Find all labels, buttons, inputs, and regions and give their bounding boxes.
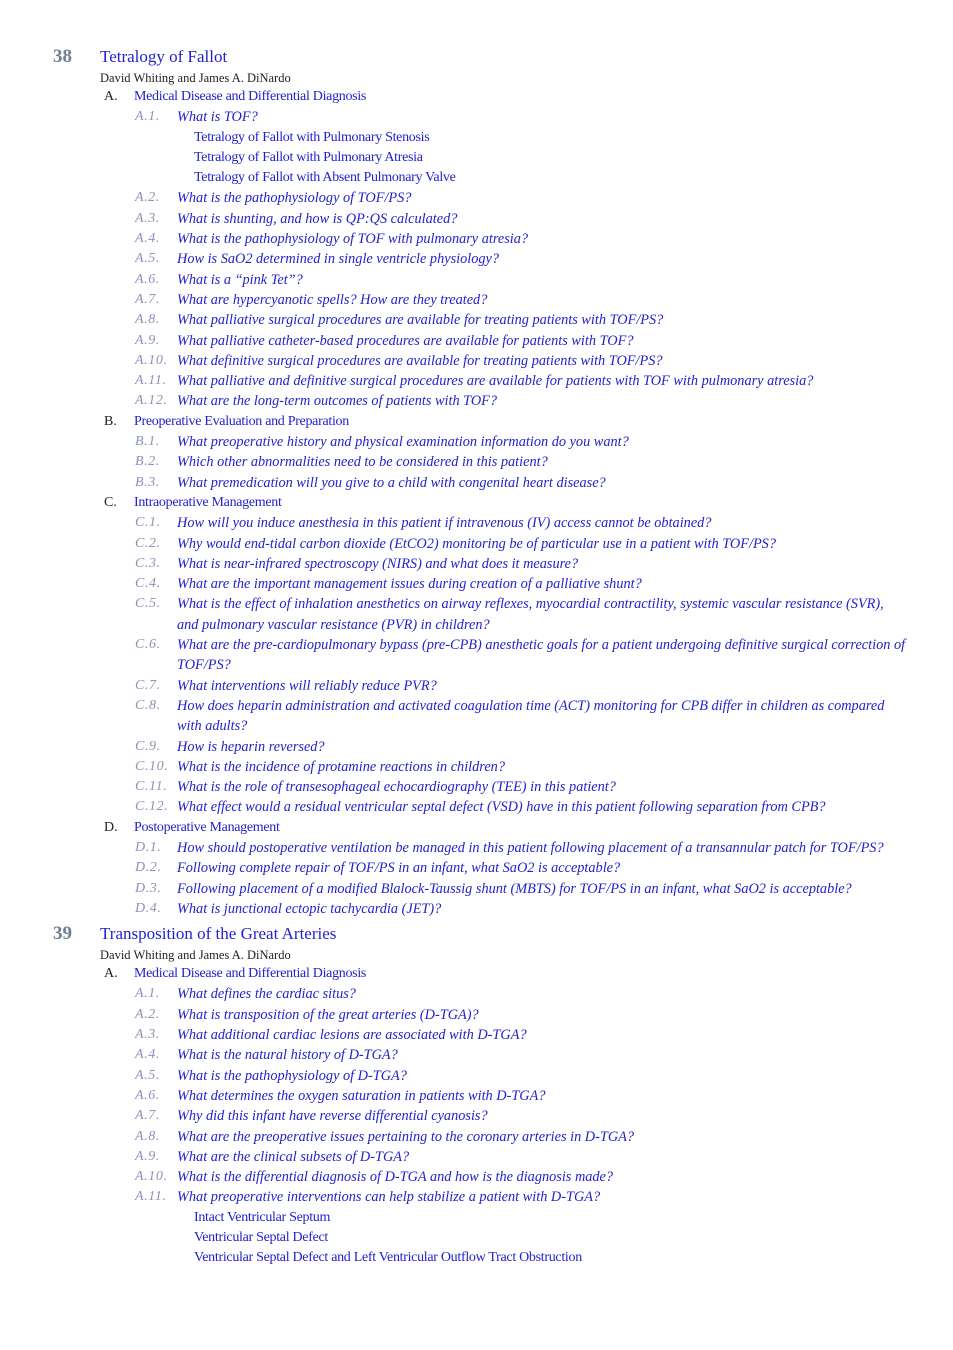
chapter-title-link[interactable]: Transposition of the Great Arteries xyxy=(100,924,337,944)
subtopic-link[interactable]: Ventricular Septal Defect and Left Ventricular Outflow Tract Obstruction xyxy=(194,1250,582,1266)
question-entry xyxy=(0,797,953,817)
question-entry xyxy=(0,310,953,330)
question-entry xyxy=(0,290,953,310)
question-number: A.1. xyxy=(135,986,160,1002)
question-entry xyxy=(0,188,953,208)
question-number: C.7. xyxy=(135,677,161,693)
question-entry xyxy=(0,1066,953,1086)
question-entry xyxy=(0,838,953,858)
question-number: A.10. xyxy=(135,352,168,368)
question-entry xyxy=(0,594,953,635)
question-entry xyxy=(0,858,953,878)
question-link[interactable]: What is the effect of inhalation anesthetics on airway reflexes, myocardial contractility, systemic vascular resistance (SVR), and pulmonary vascular resistance (PVR) in children? xyxy=(177,596,884,633)
question-entry xyxy=(0,432,953,452)
question-number: C.12. xyxy=(135,799,169,815)
section-letter: C. xyxy=(104,494,117,510)
question-number: A.4. xyxy=(135,1047,160,1063)
question-link[interactable]: How will you induce anesthesia in this patient if intravenous (IV) access cannot be obtained? xyxy=(177,515,712,532)
chapter-authors: David Whiting and James A. DiNardo xyxy=(100,71,291,85)
question-number: B.2. xyxy=(135,454,160,470)
question-link[interactable]: Following placement of a modified Blalock-Taussig shunt (MBTS) for TOF/PS in an infant, what SaO2 is acceptable? xyxy=(177,880,852,897)
question-link[interactable]: What is junctional ectopic tachycardia (JET)? xyxy=(177,900,442,917)
question-number: C.8. xyxy=(135,697,161,713)
question-link[interactable]: What determines the oxygen saturation in patients with D-TGA? xyxy=(177,1087,546,1104)
question-link[interactable]: What is the role of transesophageal echocardiography (TEE) in this patient? xyxy=(177,779,616,796)
subtopic-link[interactable]: Tetralogy of Fallot with Pulmonary Stenosis xyxy=(194,129,430,145)
chapter-entry xyxy=(0,45,953,919)
question-entry xyxy=(0,270,953,290)
question-link[interactable]: Following complete repair of TOF/PS in an infant, what SaO2 is acceptable? xyxy=(177,860,621,877)
question-link[interactable]: Why did this infant have reverse differential cyanosis? xyxy=(177,1108,488,1125)
question-entry xyxy=(0,676,953,696)
section-heading xyxy=(0,964,953,984)
question-entry xyxy=(0,635,953,676)
question-number: B.3. xyxy=(135,474,160,490)
section-heading xyxy=(0,87,953,107)
question-link[interactable]: What are the preoperative issues pertaining to the coronary arteries in D-TGA? xyxy=(177,1128,635,1145)
section-letter: A. xyxy=(104,89,118,104)
question-number: A.3. xyxy=(135,210,160,226)
question-number: C.1. xyxy=(135,515,161,531)
question-link[interactable]: What is the pathophysiology of TOF with pulmonary atresia? xyxy=(177,231,529,248)
question-number: C.5. xyxy=(135,596,161,612)
question-link[interactable]: What palliative and definitive surgical procedures are available for patients with TOF with pulmonary atresia? xyxy=(177,373,814,390)
question-link[interactable]: How is heparin reversed? xyxy=(177,738,325,755)
question-number: A.7. xyxy=(135,291,160,307)
question-entry xyxy=(0,984,953,1004)
chapter-number: 38 xyxy=(53,46,72,67)
question-number: D.4. xyxy=(135,900,162,916)
question-link[interactable]: What palliative catheter-based procedures are available for patients with TOF? xyxy=(177,332,634,349)
section-title-link[interactable]: Intraoperative Management xyxy=(134,494,282,510)
question-link[interactable]: What is near-infrared spectroscopy (NIRS) and what does it measure? xyxy=(177,555,579,572)
question-entry xyxy=(0,1045,953,1065)
question-entry xyxy=(0,757,953,777)
question-number: A.5. xyxy=(135,251,160,267)
question-number: C.9. xyxy=(135,738,161,754)
question-entry xyxy=(0,351,953,371)
question-entry xyxy=(0,513,953,533)
question-entry xyxy=(0,777,953,797)
question-entry xyxy=(0,1106,953,1126)
question-link[interactable]: What preoperative interventions can help stabilize a patient with D-TGA? xyxy=(177,1189,601,1206)
question-number: C.11. xyxy=(135,779,168,795)
section-title-link[interactable]: Medical Disease and Differential Diagnosis xyxy=(134,966,367,982)
question-number: D.1. xyxy=(135,839,162,855)
question-link[interactable]: What definitive surgical procedures are available for treating patients with TOF/PS? xyxy=(177,352,663,369)
question-entry xyxy=(0,1187,953,1207)
question-number: A.4. xyxy=(135,231,160,247)
question-link[interactable]: What effect would a residual ventricular septal defect (VSD) have in this patient following separation from CPB? xyxy=(177,799,826,816)
question-entry xyxy=(0,1167,953,1187)
question-entry xyxy=(0,1086,953,1106)
question-link[interactable]: What is the pathophysiology of D-TGA? xyxy=(177,1067,407,1084)
question-link[interactable]: What is the pathophysiology of TOF/PS? xyxy=(177,190,412,207)
question-link[interactable]: What additional cardiac lesions are associated with D-TGA? xyxy=(177,1027,527,1044)
question-link[interactable]: What are the long-term outcomes of patients with TOF? xyxy=(177,393,498,410)
question-link[interactable]: What is the differential diagnosis of D-TGA and how is the diagnosis made? xyxy=(177,1169,614,1186)
question-link[interactable]: What defines the cardiac situs? xyxy=(177,986,356,1003)
question-number: C.6. xyxy=(135,637,161,653)
subtopic-link[interactable]: Ventricular Septal Defect xyxy=(194,1230,328,1246)
question-link[interactable]: What palliative surgical procedures are available for treating patients with TOF/PS? xyxy=(177,312,664,329)
question-number: A.8. xyxy=(135,1128,160,1144)
question-number: A.3. xyxy=(135,1027,160,1043)
section-heading xyxy=(0,493,953,513)
question-entry xyxy=(0,331,953,351)
question-link[interactable]: What is shunting, and how is QP:QS calculated? xyxy=(177,210,458,227)
question-entry xyxy=(0,391,953,411)
question-number: A.12. xyxy=(135,393,168,409)
question-number: C.10. xyxy=(135,758,169,774)
chapter-title-link[interactable]: Tetralogy of Fallot xyxy=(100,47,228,66)
question-number: C.3. xyxy=(135,555,161,571)
subtopic-link[interactable]: Intact Ventricular Septum xyxy=(194,1209,331,1225)
chapter-authors: David Whiting and James A. DiNardo xyxy=(100,948,291,963)
question-entry xyxy=(0,229,953,249)
question-entry xyxy=(0,249,953,269)
question-link[interactable]: What is a “pink Tet”? xyxy=(177,271,303,288)
question-link[interactable]: How should postoperative ventilation be managed in this patient following placement of a transannular patch for TOF/PS? xyxy=(177,839,884,856)
question-entry xyxy=(0,696,953,737)
question-link[interactable]: What is transposition of the great arteries (D-TGA)? xyxy=(177,1006,479,1023)
question-link[interactable]: Which other abnormalities need to be considered in this patient? xyxy=(177,454,548,471)
question-entry xyxy=(0,737,953,757)
question-entry xyxy=(0,452,953,472)
chapter-heading xyxy=(0,45,953,69)
question-link[interactable]: What are hypercyanotic spells? How are they treated? xyxy=(177,291,488,308)
section-title-link[interactable]: Postoperative Management xyxy=(134,819,280,835)
question-entry xyxy=(0,899,953,919)
question-entry xyxy=(0,534,953,554)
question-entry xyxy=(0,473,953,493)
question-entry xyxy=(0,1127,953,1147)
question-link[interactable]: What is the incidence of protamine reactions in children? xyxy=(177,758,505,775)
question-number: A.6. xyxy=(135,1087,160,1103)
question-number: A.2. xyxy=(135,190,160,206)
question-link[interactable]: How does heparin administration and activated coagulation time (ACT) monitoring for CPB differ in children as compared with adults? xyxy=(177,697,885,735)
question-link[interactable]: What is TOF? xyxy=(177,109,258,126)
chapter-heading xyxy=(0,922,953,946)
question-entry xyxy=(0,1005,953,1025)
question-entry xyxy=(0,1147,953,1167)
question-number: A.7. xyxy=(135,1108,160,1124)
section-title-link[interactable]: Medical Disease and Differential Diagnosis xyxy=(134,89,367,104)
question-entry xyxy=(0,1025,953,1045)
question-link[interactable]: What are the clinical subsets of D-TGA? xyxy=(177,1148,410,1165)
question-number: D.3. xyxy=(135,880,162,896)
question-link[interactable]: What premedication will you give to a child with congenital heart disease? xyxy=(177,474,606,491)
chapter-entry xyxy=(0,922,953,1268)
question-entry xyxy=(0,554,953,574)
question-entry xyxy=(0,371,953,391)
chapter-number: 39 xyxy=(53,923,72,945)
question-number: A.5. xyxy=(135,1067,160,1083)
section-letter: A. xyxy=(104,966,118,982)
question-entry xyxy=(0,107,953,127)
section-letter: D. xyxy=(104,819,118,835)
question-entry xyxy=(0,879,953,899)
subtopic-link[interactable]: Tetralogy of Fallot with Pulmonary Atresia xyxy=(194,149,423,165)
question-number: A.9. xyxy=(135,1148,160,1164)
question-number: D.2. xyxy=(135,860,162,876)
question-number: C.4. xyxy=(135,576,161,592)
question-link[interactable]: What are the pre-cardiopulmonary bypass (pre-CPB) anesthetic goals for a patient undergoing definitive surgical correction of TOF/PS? xyxy=(177,637,906,674)
question-number: C.2. xyxy=(135,535,161,551)
subtopic-link[interactable]: Tetralogy of Fallot with Absent Pulmonary Valve xyxy=(194,170,456,186)
question-link[interactable]: How is SaO2 determined in single ventricle physiology? xyxy=(177,251,500,268)
section-heading xyxy=(0,412,953,432)
question-link[interactable]: Why would end-tidal carbon dioxide (EtCO2) monitoring be of particular use in a patient with TOF/PS? xyxy=(177,535,776,552)
question-number: A.1. xyxy=(135,109,160,125)
question-number: A.10. xyxy=(135,1169,168,1185)
question-link[interactable]: What are the important management issues during creation of a palliative shunt? xyxy=(177,576,642,593)
question-number: A.8. xyxy=(135,312,160,328)
question-number: A.2. xyxy=(135,1006,160,1022)
table-of-contents xyxy=(0,45,953,1269)
question-link[interactable]: What is the natural history of D-TGA? xyxy=(177,1047,398,1064)
question-entry xyxy=(0,209,953,229)
section-letter: B. xyxy=(104,413,117,429)
question-number: A.11. xyxy=(135,373,167,389)
question-number: A.9. xyxy=(135,332,160,348)
section-title-link[interactable]: Preoperative Evaluation and Preparation xyxy=(134,413,349,429)
question-number: B.1. xyxy=(135,434,160,450)
question-link[interactable]: What preoperative history and physical examination information do you want? xyxy=(177,434,629,451)
section-heading xyxy=(0,818,953,838)
question-number: A.11. xyxy=(135,1189,167,1205)
question-entry xyxy=(0,574,953,594)
question-number: A.6. xyxy=(135,271,160,287)
question-link[interactable]: What interventions will reliably reduce PVR? xyxy=(177,677,437,694)
